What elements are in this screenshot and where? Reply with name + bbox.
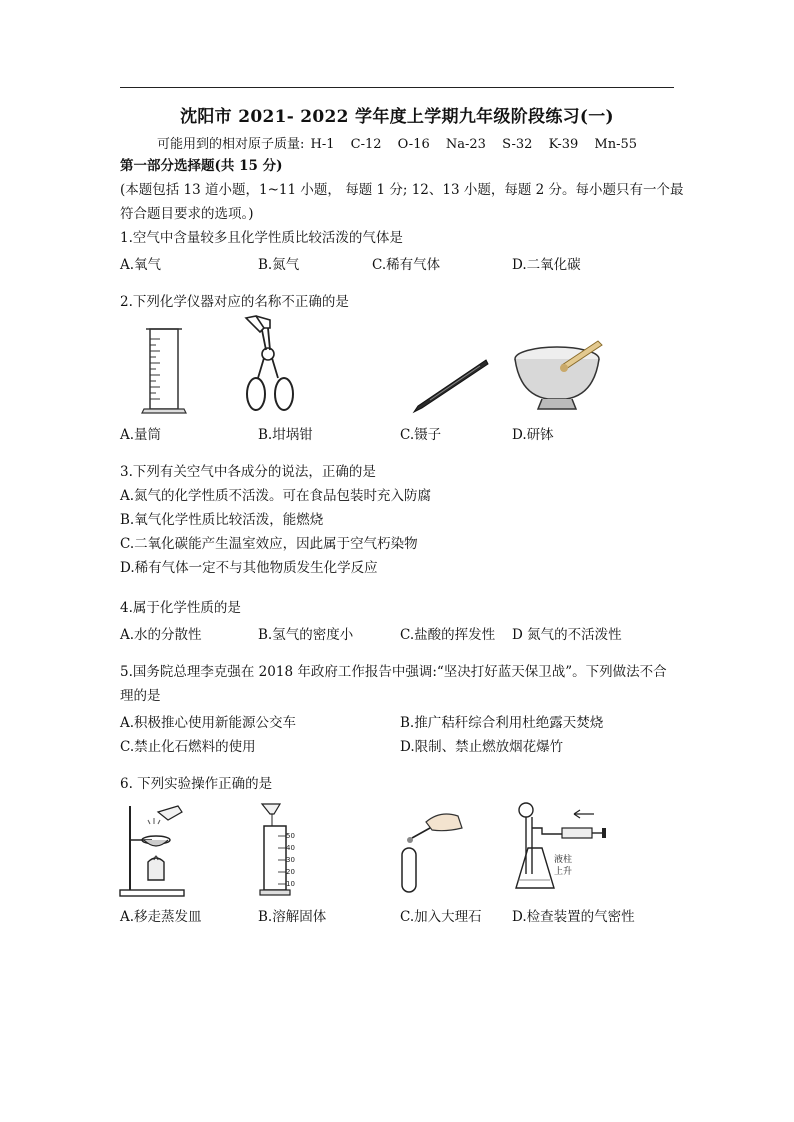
q4-stem: 4.属于化学性质的是 [120,600,241,616]
atomic-mass-item: C-12 [350,137,382,152]
section-note-line2: 符合题目要求的选项。) [120,206,254,222]
airtightness-check-image [512,800,612,898]
q1-option-c: C.稀有气体 [372,257,441,273]
q4-option-d: D 氮气的不活泼性 [512,627,622,643]
cylinder-tick-label: 40 [286,844,295,852]
q4-option-b: B.氢气的密度小 [258,627,354,643]
q2-option-a: A.量筒 [120,427,162,443]
q2-option-c: C.镊子 [400,427,442,443]
q5-option-d: D.限制、禁止燃放烟花爆竹 [400,739,564,755]
atomic-mass-item: Na-23 [445,137,486,152]
evaporating-dish-setup-image [118,800,186,898]
q1-option-d: D.二氧化碳 [512,257,581,273]
q5-stem-line1: 5.国务院总理李克强在 2018 年政府工作报告中强调:“坚决打好蓝天保卫战”。下列做法不合 [120,664,667,680]
dissolving-in-cylinder-image [258,800,298,898]
q6-option-b: B.溶解固体 [258,909,327,925]
liquid-column-label-line2: 上升 [554,867,573,877]
cylinder-tick-label: 30 [286,856,295,864]
q1-option-b: B.氮气 [258,257,300,273]
atomic-masses-line [0,133,794,152]
crucible-tongs-image [240,314,305,414]
atomic-mass-item: S-32 [502,137,533,152]
q3-option-b: B.氧气化学性质比较活泼，能燃烧 [120,512,324,528]
adding-marble-image [396,808,466,898]
q5-option-c: C.禁止化石燃料的使用 [120,739,256,755]
q5-option-b: B.推广秸秆综合利用杜绝露天焚烧 [400,715,604,731]
q2-option-b: B.坩埚钳 [258,427,313,443]
liquid-column-label-line1: 液柱 [554,855,573,865]
exam-title: 沈阳市 2021- 2022 学年度上学期九年级阶段练习(一) [180,107,614,127]
atomic-mass-item: Mn-55 [594,137,638,152]
atomic-masses-label: 可能用到的相对原子质量: [156,137,305,152]
q3-option-a: A.氮气的化学性质不活泼。可在食品包装时充入防腐 [120,488,432,504]
top-rule [120,87,674,88]
q4-option-c: C.盐酸的挥发性 [400,627,496,643]
q2-stem: 2.下列化学仪器对应的名称不正确的是 [120,294,349,310]
cylinder-tick-label: 10 [286,880,295,888]
q3-option-c: C.二氧化碳能产生温室效应，因此属于空气朽染物 [120,536,418,552]
q1-option-a: A.氧气 [120,257,162,273]
q5-stem-line2: 理的是 [120,688,161,704]
tweezers-image [410,356,490,416]
mortar-and-pestle-image [512,335,607,417]
q1-stem: 1.空气中含量较多且化学性质比较活泼的气体是 [120,230,403,246]
q3-stem: 3.下列有关空气中各成分的说法，正确的是 [120,464,376,480]
q2-option-d: D.研钵 [512,427,554,443]
cylinder-tick-label: 20 [286,868,295,876]
section-note-line1: (本题包括 13 道小题，1~11 小题， 每题 1 分; 12、13 小题，每题 2 分。每小题只有一个最 [120,182,684,198]
cylinder-tick-label: 50 [286,832,295,840]
q6-option-c: C.加入大理石 [400,909,482,925]
section-heading: 第一部分选择题(共 15 分) [120,158,283,174]
q5-option-a: A.积极推心使用新能源公交车 [120,715,297,731]
q3-option-d: D.稀有气体一定不与其他物质发生化学反应 [120,560,378,576]
q4-option-a: A.水的分散性 [120,627,202,643]
graduated-cylinder-image [140,325,190,420]
atomic-mass-item: H-1 [310,137,335,152]
atomic-mass-item: K-39 [548,137,579,152]
q6-option-d: D.检查装置的气密性 [512,909,635,925]
q6-stem: 6. 下列实验操作正确的是 [120,776,273,792]
q6-option-a: A.移走蒸发皿 [120,909,202,925]
atomic-mass-item: O-16 [397,137,430,152]
